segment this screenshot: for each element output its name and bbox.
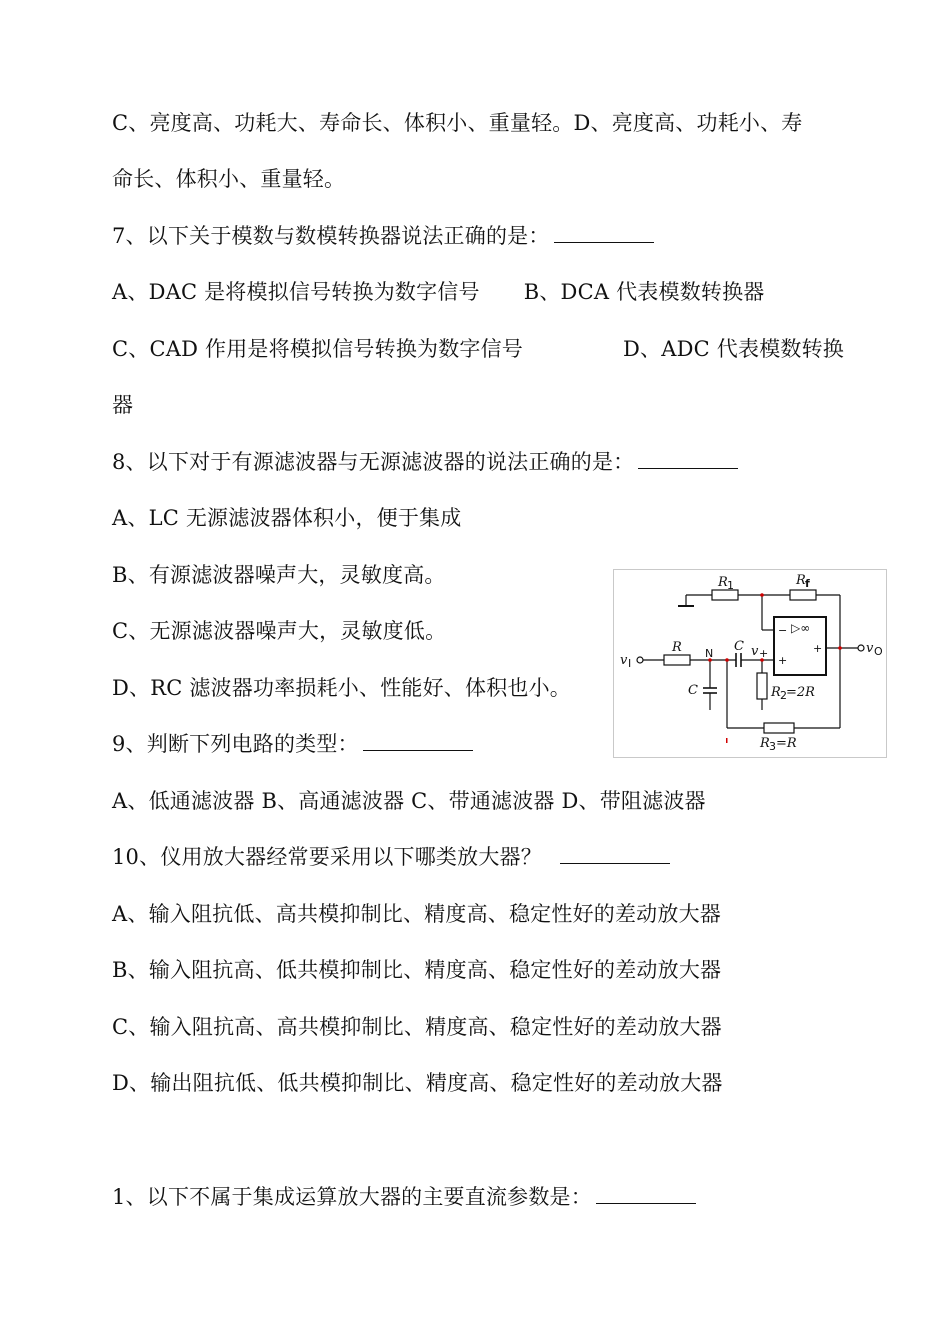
r2-resistor xyxy=(757,673,767,699)
q7-options-cd xyxy=(112,335,844,363)
label-c-series: C xyxy=(734,639,744,654)
question-9 xyxy=(112,730,473,758)
label-n: N xyxy=(705,647,714,660)
q10-option-d-line xyxy=(112,1069,723,1097)
q8-option-d: D、RC 滤波器功率损耗小、性能好、体积也小。 xyxy=(112,676,571,700)
q6-option-d-continued xyxy=(112,165,345,193)
next-question-1-answer-blank[interactable] xyxy=(596,1183,696,1204)
q8-option-a-line xyxy=(112,504,461,532)
label-rf: R xyxy=(796,573,806,588)
q10-option-c-line xyxy=(112,1013,722,1041)
q8-option-b: B、有源滤波器噪声大，灵敏度高。 xyxy=(112,563,446,587)
q8-option-c: C、无源滤波器噪声大，灵敏度低。 xyxy=(112,619,447,643)
label-vo: v xyxy=(866,641,874,656)
question-8-answer-blank[interactable] xyxy=(638,448,738,469)
q8-option-a: A、LC 无源滤波器体积小，便于集成 xyxy=(112,506,462,530)
label-r2-sub: 2 xyxy=(780,689,787,702)
junction-dot xyxy=(838,646,842,650)
circuit-svg xyxy=(614,570,888,759)
q10-option-c: C、输入阻抗高、高共模抑制比、精度高、稳定性好的差动放大器 xyxy=(112,1015,722,1039)
next-section-question-1 xyxy=(112,1183,696,1211)
q6-option-cd-text: C、亮度高、功耗大、寿命长、体积小、重量轻。D、亮度高、功耗小、寿 xyxy=(112,111,803,135)
question-9-answer-blank[interactable] xyxy=(363,730,473,751)
junction-dot xyxy=(760,593,764,597)
q9-options-line xyxy=(112,787,706,815)
label-r1: R xyxy=(718,575,728,590)
q7-option-d: D、ADC 代表模数转换 xyxy=(623,337,844,361)
question-7-answer-blank[interactable] xyxy=(554,222,654,243)
q7-option-b: B、DCA 代表模数转换器 xyxy=(523,280,765,304)
rf-resistor xyxy=(790,590,816,600)
q6-option-cd-line xyxy=(112,109,803,137)
question-8 xyxy=(112,448,738,476)
r3-resistor xyxy=(764,723,794,733)
output-terminal xyxy=(858,645,864,651)
q10-option-b: B、输入阻抗高、低共模抑制比、精度高、稳定性好的差动放大器 xyxy=(112,958,722,982)
opamp-plus-label: + xyxy=(778,654,788,667)
question-10 xyxy=(112,843,670,871)
opamp-minus-label: − xyxy=(778,624,788,637)
label-rf-sub: f xyxy=(805,577,810,590)
red-mark xyxy=(726,738,728,743)
question-7-text: 7、以下关于模数与数模转换器说法正确的是： xyxy=(112,224,550,248)
q8-option-d-line xyxy=(112,674,571,702)
q8-option-c-line xyxy=(112,617,446,645)
question-9-text: 9、判断下列电路的类型： xyxy=(112,732,359,756)
q10-option-a-line xyxy=(112,900,721,928)
q6-option-d-cont-text: 命长、体积小、重量轻。 xyxy=(112,167,346,191)
q7-option-d-cont-text: 器 xyxy=(112,393,134,417)
question-10-text: 10、仪用放大器经常要采用以下哪类放大器？ xyxy=(112,845,542,869)
q10-option-a: A、输入阻抗低、高共模抑制比、精度高、稳定性好的差动放大器 xyxy=(112,902,721,926)
label-r1-sub: 1 xyxy=(727,579,734,592)
label-r2-value: =2R xyxy=(786,685,815,700)
label-vo-sub: O xyxy=(874,645,883,658)
r-resistor xyxy=(664,655,690,665)
q9-options: A、低通滤波器 B、高通滤波器 C、带通滤波器 D、带阻滤波器 xyxy=(112,789,706,813)
label-vi-sub: I xyxy=(628,657,632,670)
label-c-shunt: C xyxy=(688,683,698,698)
input-terminal xyxy=(637,657,643,663)
label-r2: R xyxy=(771,685,781,700)
opamp-output-plus: + xyxy=(813,642,823,655)
label-r3: R xyxy=(760,736,770,751)
q10-option-b-line xyxy=(112,956,721,984)
label-vi: v xyxy=(620,653,628,668)
q10-option-d: D、输出阻抗低、低共模抑制比、精度高、稳定性好的差动放大器 xyxy=(112,1071,723,1095)
label-v-plus: v xyxy=(751,644,759,659)
q7-options-ab xyxy=(112,278,765,306)
question-8-text: 8、以下对于有源滤波器与无源滤波器的说法正确的是： xyxy=(112,450,635,474)
q7-option-c: C、CAD 作用是将模拟信号转换为数字信号 xyxy=(112,337,524,361)
label-r3-value: =R xyxy=(776,736,797,751)
label-v-plus-sub: + xyxy=(759,647,769,660)
r1-resistor xyxy=(712,590,738,600)
next-question-1-text: 1、以下不属于集成运算放大器的主要直流参数是： xyxy=(112,1185,592,1209)
label-r3-sub: 3 xyxy=(769,740,776,753)
question-10-answer-blank[interactable] xyxy=(560,843,670,864)
question-7 xyxy=(112,222,654,250)
junction-dot xyxy=(725,658,729,662)
q7-option-a: A、DAC 是将模拟信号转换为数字信号 xyxy=(112,280,480,304)
q8-option-b-line xyxy=(112,561,446,589)
label-r: R xyxy=(672,640,682,655)
filter-circuit-diagram xyxy=(613,569,887,758)
q7-option-d-continued xyxy=(112,391,133,419)
opamp-symbol: ▷∞ xyxy=(791,621,811,635)
